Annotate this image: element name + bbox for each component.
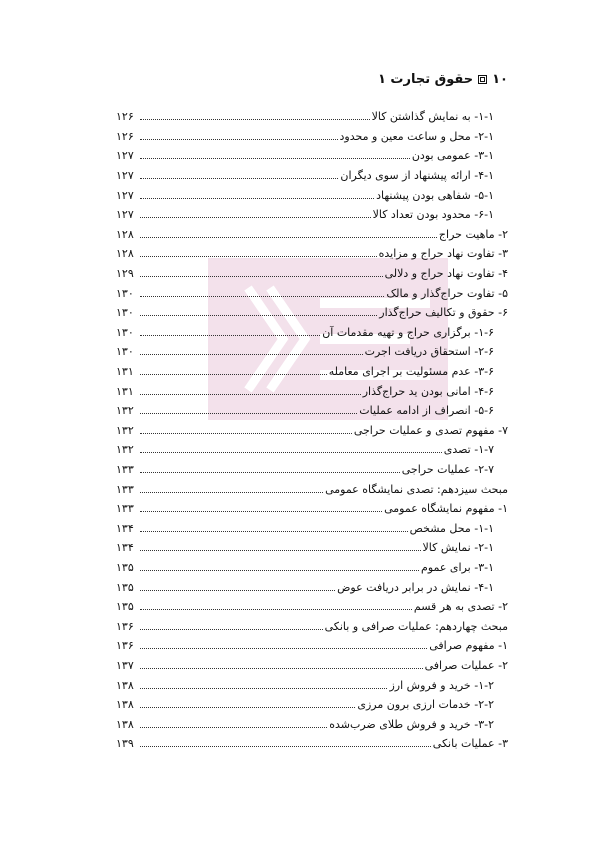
toc-entry-page: ۱۳۱ [116,384,134,398]
toc-entry-page: ۱۲۹ [116,267,134,281]
dot-leader [140,531,408,532]
toc-entry-title: ۲-۲- خدمات ارزی برون مرزی [357,698,494,712]
toc-entry-title: ۳-۶- عدم مسئولیت بر اجرای معامله [328,365,494,379]
toc-entry-page: ۱۳۸ [116,698,134,712]
dot-leader [140,433,352,434]
toc-entry-title: ۱-۱- به نمایش گذاشتن کالا [371,110,494,124]
toc-entry [116,538,508,558]
toc-entry-title: ۲- ماهیت حراج [438,227,508,241]
dot-leader [140,550,421,551]
toc-entry-page: ۱۳۰ [116,325,134,339]
dot-leader [140,198,374,199]
toc-entry-title: ۷- مفهوم تصدی و عملیات حراجی [353,423,508,437]
table-of-contents [116,107,508,754]
toc-entry-title: ۲-۷- عملیات حراجی [401,462,494,476]
page-header [378,72,508,87]
toc-entry [116,146,508,166]
toc-entry-page: ۱۳۳ [116,482,134,496]
toc-entry [116,205,508,225]
toc-entry-title: ۱- مفهوم نمایشگاه عمومی [384,502,508,516]
dot-leader [140,570,419,571]
toc-entry [116,166,508,186]
toc-entry-page: ۱۳۲ [116,443,134,457]
toc-entry-page: ۱۳۴ [116,521,134,535]
toc-entry-page: ۱۳۶ [116,639,134,653]
toc-entry-page: ۱۲۶ [116,110,134,124]
toc-entry-page: ۱۳۵ [116,560,134,574]
toc-entry-page: ۱۳۷ [116,658,134,672]
toc-entry-page: ۱۳۰ [116,286,134,300]
dot-leader [140,394,361,395]
toc-entry [116,381,508,401]
toc-entry [116,577,508,597]
toc-entry-title: ۳-۱- عمومی بودن [411,149,494,163]
toc-entry-page: ۱۳۳ [116,502,134,516]
dot-leader [140,139,338,140]
toc-entry [116,518,508,538]
dot-leader [140,688,387,689]
toc-entry-page: ۱۲۷ [116,188,134,202]
toc-entry-title: ۲-۶- استحقاق دریافت اجرت [364,345,494,359]
toc-entry-title: ۴-۶- امانی بودن ید حراج‌گذار [362,384,494,398]
book-title: حقوق تجارت ۱ [377,72,474,87]
dot-leader [140,727,327,728]
toc-entry-title: ۶- حقوق و تکالیف حراج‌گذار [379,306,508,320]
toc-entry-page: ۱۳۲ [116,423,134,437]
toc-entry [116,421,508,441]
dot-leader [140,158,410,159]
toc-entry [116,185,508,205]
toc-entry-title: ۴-۱- نمایش در برابر دریافت عوض [337,580,494,594]
toc-entry [116,558,508,578]
toc-entry-page: ۱۲۷ [116,149,134,163]
dot-leader [140,276,383,277]
toc-entry-title: مبحث چهاردهم: عملیات صرافی و بانکی [324,619,508,633]
toc-entry [116,323,508,343]
toc-entry [116,401,508,421]
dot-leader [140,354,363,355]
dot-leader [140,648,427,649]
dot-leader [140,707,355,708]
toc-entry-title: ۲- عملیات صرافی [424,658,508,672]
toc-entry-page: ۱۳۱ [116,365,134,379]
toc-entry-page: ۱۳۸ [116,717,134,731]
toc-entry-title: ۳-۲- خرید و فروش طلای ضرب‌شده [329,717,494,731]
toc-entry-page: ۱۳۵ [116,600,134,614]
toc-entry-title: ۴- تفاوت نهاد حراج و دلالی [384,267,508,281]
toc-entry [116,656,508,676]
toc-entry-title: ۵-۶- انصراف از ادامه عملیات [359,404,494,418]
dot-leader [140,119,370,120]
toc-entry [116,244,508,264]
dot-leader [140,178,338,179]
toc-entry-title: ۱- مفهوم صرافی [429,639,508,653]
toc-entry [116,675,508,695]
toc-entry-page: ۱۳۲ [116,404,134,418]
toc-entry [116,597,508,617]
toc-entry-page: ۱۲۷ [116,169,134,183]
toc-entry [116,127,508,147]
toc-entry-title: ۵- تفاوت حراج‌گذار و مالک [386,286,508,300]
toc-entry-page: ۱۳۶ [116,619,134,633]
toc-entry [116,714,508,734]
dot-leader [140,472,400,473]
toc-entry [116,734,508,754]
toc-entry-title: ۴-۱- ارائه پیشنهاد از سوی دیگران [340,169,494,183]
toc-entry-title: ۳-۱- برای عموم [421,560,494,574]
toc-entry [116,283,508,303]
toc-entry [116,225,508,245]
toc-entry [116,342,508,362]
toc-entry-page: ۱۳۰ [116,345,134,359]
toc-entry [116,362,508,382]
dot-leader [140,492,323,493]
dot-leader [140,511,382,512]
toc-entry-page: ۱۲۶ [116,129,134,143]
dot-leader [140,256,377,257]
toc-entry-page: ۱۲۸ [116,227,134,241]
dot-leader [140,668,423,669]
dot-leader [140,237,437,238]
dot-leader [140,413,357,414]
toc-entry-page: ۱۳۵ [116,580,134,594]
toc-entry [116,107,508,127]
toc-entry [116,460,508,480]
toc-entry-title: ۱-۲- خرید و فروش ارز [389,678,494,692]
dot-leader [140,590,335,591]
dot-leader [140,335,320,336]
dot-leader [140,452,442,453]
toc-entry-title: مبحث سیزدهم: تصدی نمایشگاه عمومی [325,482,508,496]
toc-entry [116,695,508,715]
toc-entry [116,303,508,323]
toc-entry [116,616,508,636]
toc-entry-title: ۱-۶- برگزاری حراج و تهیه مقدمات آن [322,325,494,339]
toc-entry [116,636,508,656]
toc-entry [116,440,508,460]
framed-square-icon [478,75,487,84]
toc-entry [116,264,508,284]
toc-entry-title: ۲-۱- نمایش کالا [422,541,494,555]
toc-entry-page: ۱۳۴ [116,541,134,555]
toc-entry-page: ۱۳۹ [116,737,134,751]
dot-leader [140,746,431,747]
dot-leader [140,629,323,630]
toc-entry-title: ۱-۱- محل مشخص [409,521,494,535]
toc-entry-page: ۱۲۸ [116,247,134,261]
toc-entry-page: ۱۳۰ [116,306,134,320]
dot-leader [140,217,371,218]
toc-entry [116,499,508,519]
toc-entry-title: ۳- عملیات بانکی [432,737,508,751]
page-number: ۱۰ [492,72,508,87]
toc-entry-title: ۲- تصدی به هر قسم [413,600,508,614]
toc-entry-title: ۵-۱- شفاهی بودن پیشنهاد [376,188,494,202]
toc-entry-page: ۱۳۸ [116,678,134,692]
toc-entry-title: ۶-۱- محدود بودن تعداد کالا [372,208,494,222]
toc-entry-page: ۱۲۷ [116,208,134,222]
dot-leader [140,315,377,316]
toc-entry-page: ۱۳۳ [116,462,134,476]
toc-entry-title: ۱-۷- تصدی [443,443,494,457]
dot-leader [140,296,384,297]
dot-leader [140,374,327,375]
toc-entry-title: ۲-۱- محل و ساعت معین و محدود [339,129,494,143]
toc-entry [116,479,508,499]
dot-leader [140,609,412,610]
toc-entry-title: ۳- تفاوت نهاد حراج و مزایده [378,247,508,261]
